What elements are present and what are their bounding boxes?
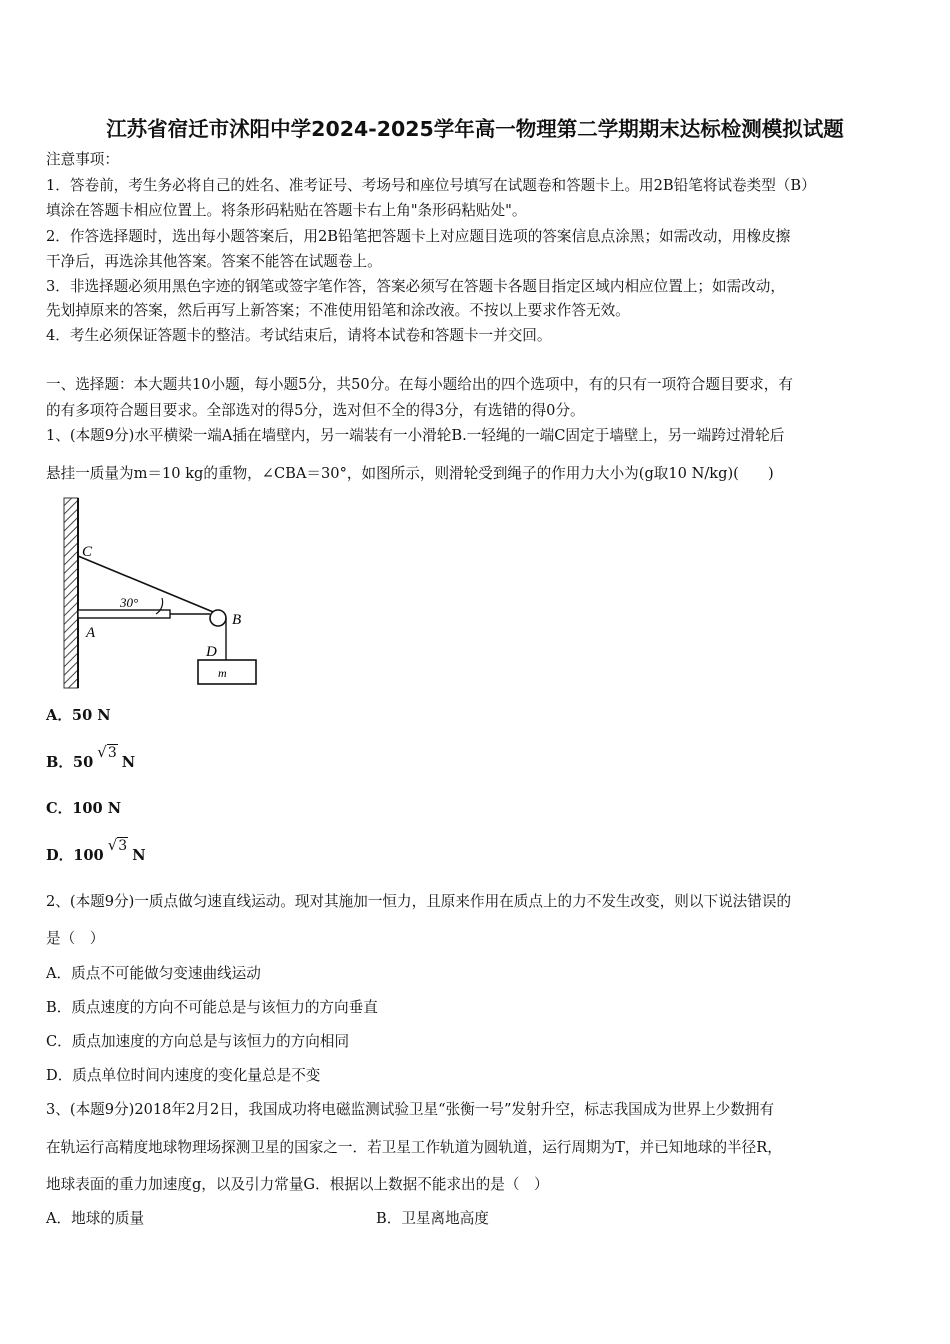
q1-option-d-unit: N: [132, 847, 146, 864]
notes-heading: 注意事项：: [46, 151, 119, 168]
q1-option-a: A．50 N: [46, 707, 111, 724]
q1-option-d-text: D．100: [46, 847, 104, 864]
section-instructions: 的有多项符合题目要求。全部选对的得5分，选对但不全的得3分，有选错的得0分。: [46, 402, 585, 419]
q3-option-a: A．地球的质量: [46, 1210, 145, 1227]
q1-option-d: [46, 836, 146, 866]
notes-line: 干净后，再选涂其他答案。答案不能答在试题卷上。: [46, 253, 382, 270]
notes-line: 1．答卷前，考生务必将自己的姓名、准考证号、考场号和座位号填写在试题卷和答题卡上。用2B铅笔将试卷类型（B）: [46, 177, 816, 194]
pulley-diagram: [58, 494, 264, 690]
notes-line: 先划掉原来的答案，然后再写上新答案；不准使用铅笔和涂改液。不按以上要求作答无效。: [46, 302, 630, 319]
question-3-stem: 在轨运行高精度地球物理场探测卫星的国家之一．若卫星工作轨道为圆轨道，运行周期为T，并已知地球的半径R，: [46, 1139, 782, 1156]
q3-option-b: B．卫星离地高度: [376, 1210, 489, 1227]
label-a: A: [86, 625, 96, 641]
label-angle: 30°: [120, 595, 139, 610]
q2-option-b: B．质点速度的方向不可能总是与该恒力的方向垂直: [46, 999, 378, 1016]
sqrt-sign: √3: [107, 836, 128, 854]
rope-cb: [78, 556, 218, 614]
page-title: 江苏省宿迁市沭阳中学2024-2025学年高一物理第二学期期末达标检测模拟试题: [106, 117, 844, 141]
notes-line: 填涂在答题卡相应位置上。将条形码粘贴在答题卡右上角"条形码粘贴处"。: [46, 202, 527, 219]
q1-option-b-unit: N: [121, 754, 136, 771]
q2-option-c: C．质点加速度的方向总是与该恒力的方向相同: [46, 1033, 350, 1050]
notes-line: 2．作答选择题时，选出每小题答案后，用2B铅笔把答题卡上对应题目选项的答案信息点涂黑；如需改动，用橡皮擦: [46, 228, 791, 245]
label-b: B: [232, 612, 242, 628]
q2-option-a: A．质点不可能做匀变速曲线运动: [46, 965, 261, 982]
q2-option-d: D．质点单位时间内速度的变化量总是不变: [46, 1067, 321, 1084]
question-2-stem: 是（ ）: [46, 930, 105, 947]
question-3-stem: 地球表面的重力加速度g，以及引力常量G．根据以上数据不能求出的是（ ）: [46, 1176, 549, 1193]
notes-line: 3．非选择题必须用黑色字迹的钢笔或签字笔作答，答案必须写在答题卡各题目指定区域内相应位置上；如需改动，: [46, 278, 785, 295]
pulley: [210, 610, 226, 626]
label-mass: m: [218, 666, 227, 680]
question-1-stem: 1、(本题9分)水平横梁一端A插在墙壁内，另一端装有一小滑轮B.一轻绳的一端C固定于墙壁上，另一端跨过滑轮后: [46, 427, 785, 444]
label-c: C: [82, 544, 93, 560]
q1-option-b-text: B．50: [46, 754, 94, 771]
question-3-stem: 3、(本题9分)2018年2月2日，我国成功将电磁监测试验卫星“张衡一号”发射升空，标志我国成为世界上少数拥有: [46, 1101, 775, 1118]
wall: [64, 498, 78, 688]
question-2-stem: 2、(本题9分)一质点做匀速直线运动。现对其施加一恒力，且原来作用在质点上的力不发生改变，则以下说法错误的: [46, 893, 792, 910]
weight-box: [198, 660, 256, 684]
section-instructions: 一、选择题：本大题共10小题，每小题5分，共50分。在每小题给出的四个选项中，有的只有一项符合题目要求，有: [46, 376, 793, 393]
q1-option-c: C．100 N: [46, 800, 122, 817]
label-d: D: [206, 644, 217, 660]
notes-line: 4．考生必须保证答题卡的整洁。考试结束后，请将本试卷和答题卡一并交回。: [46, 327, 552, 344]
q1-option-b: [46, 743, 136, 773]
question-1-stem: 悬挂一质量为m＝10 kg的重物，∠CBA＝30°，如图所示，则滑轮受到绳子的作用力大小为(g取10 N/kg)( ): [46, 465, 774, 482]
sqrt-sign: √3: [97, 743, 117, 761]
